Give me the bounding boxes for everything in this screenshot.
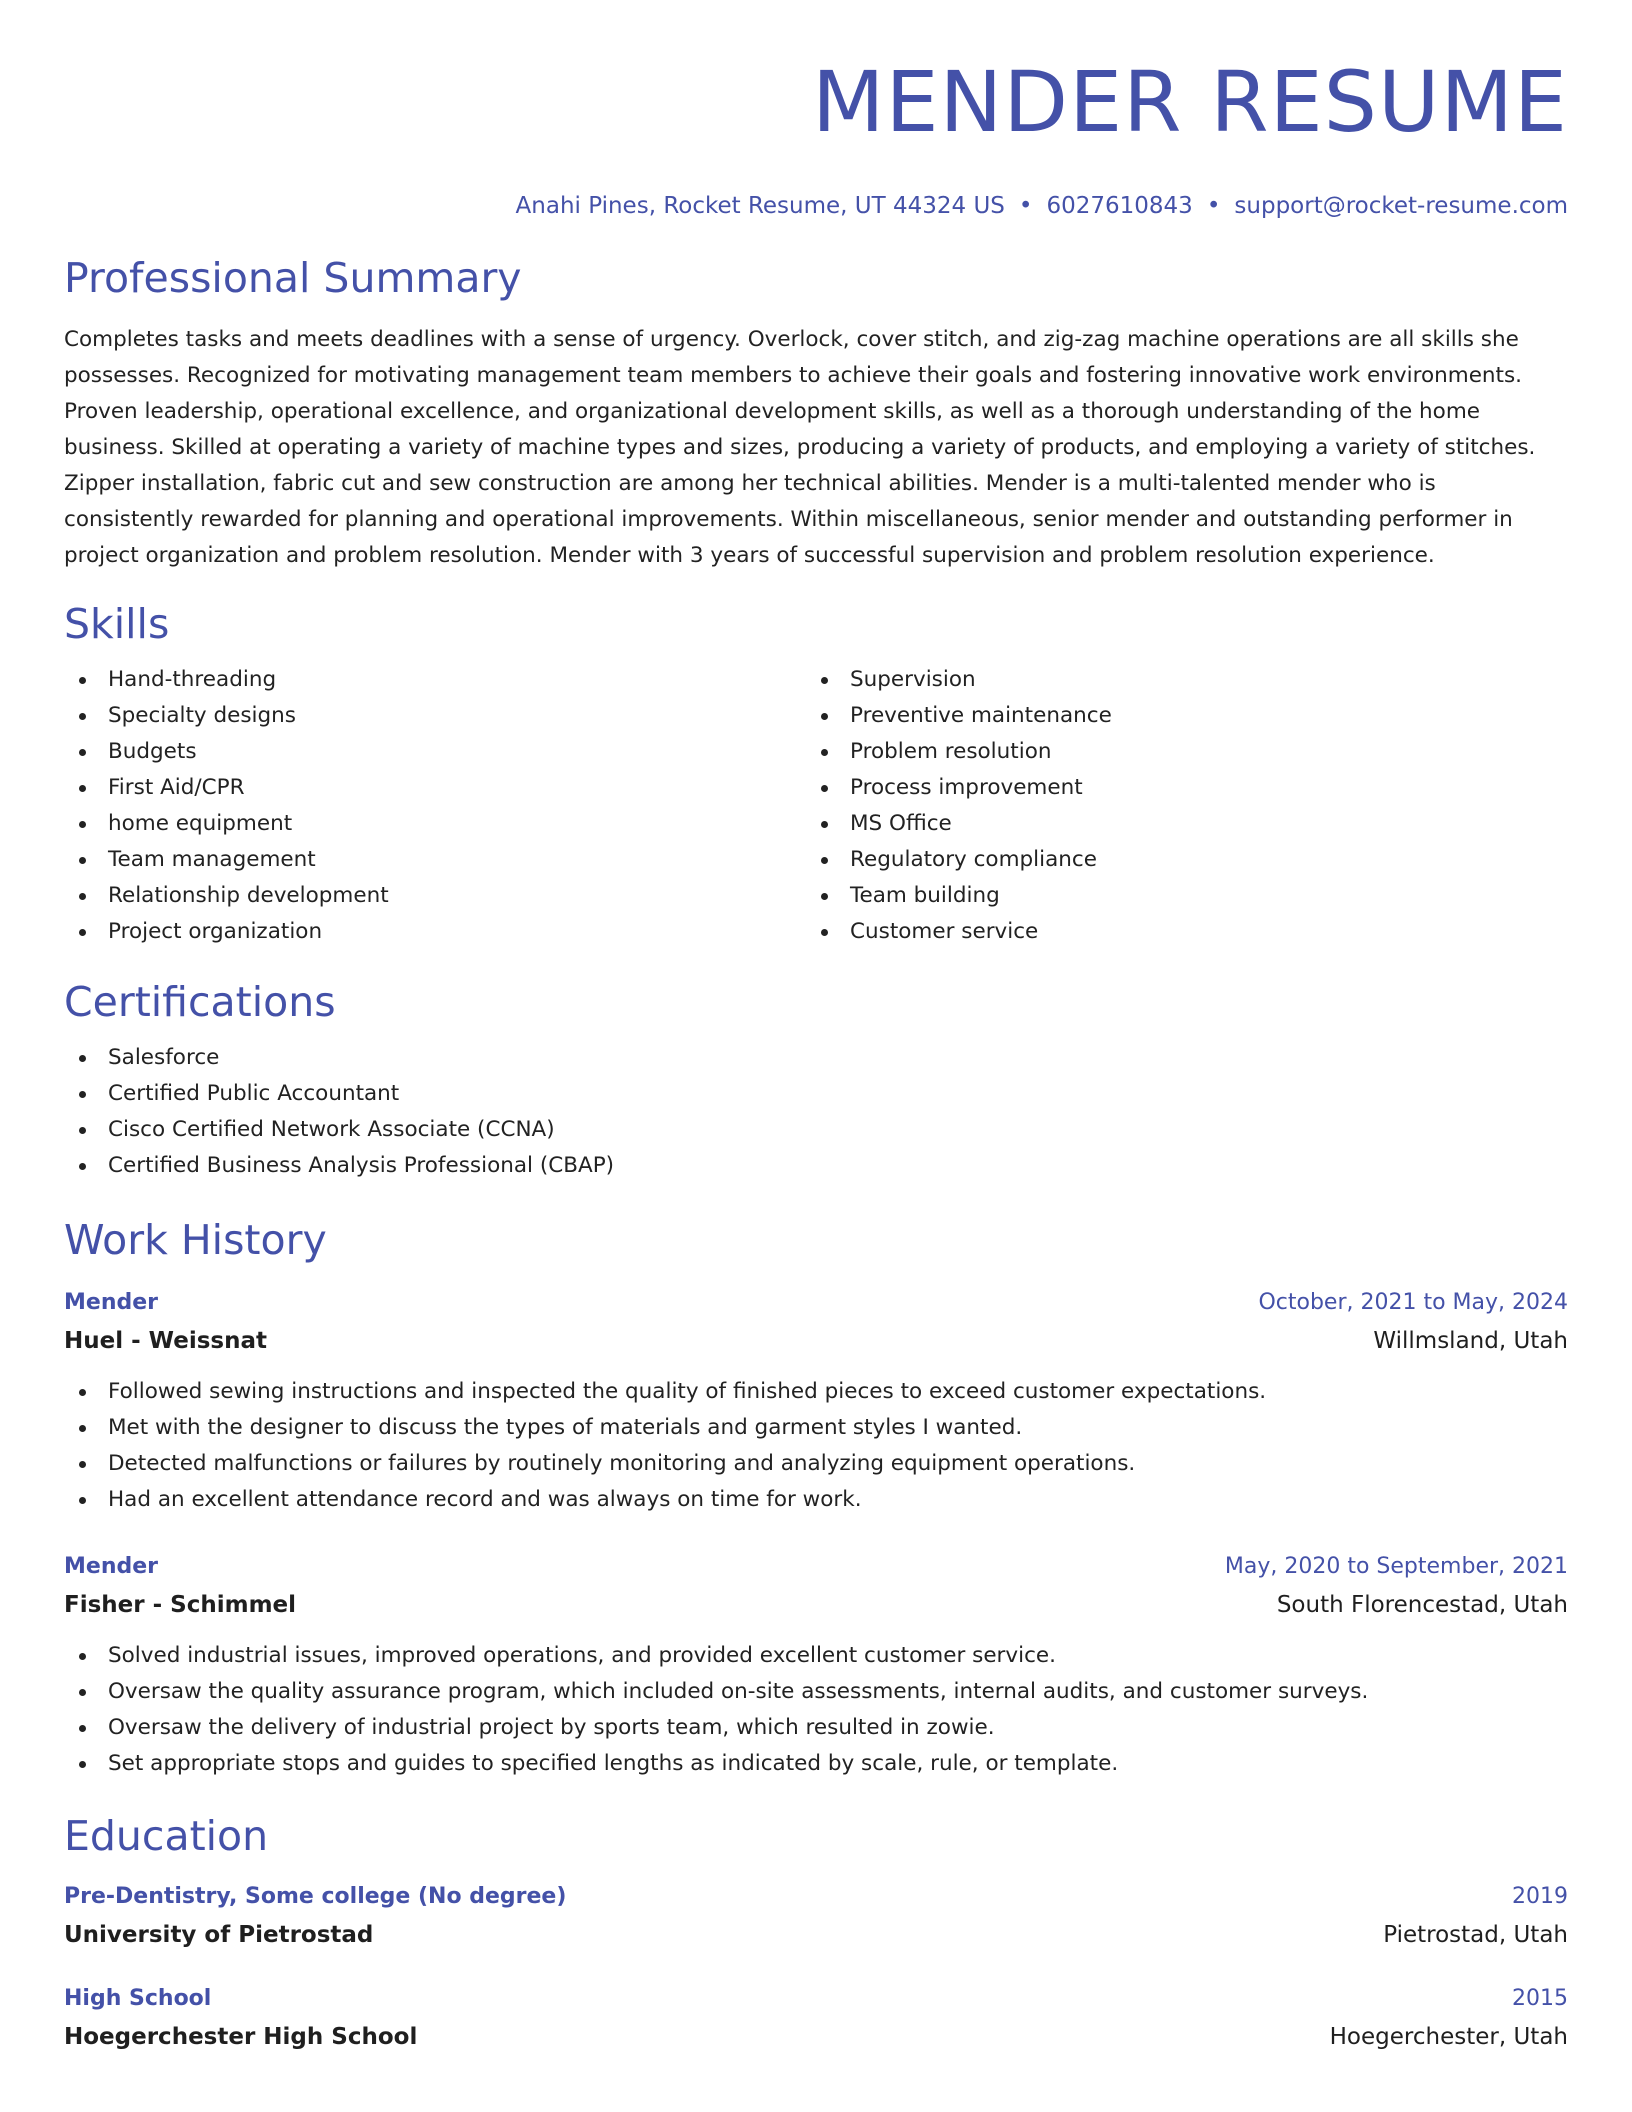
skills-columns [64,662,1568,950]
education-school-row [64,2018,1568,2056]
job-company: Fisher - Schimmel [64,1592,297,1618]
certifications-list [64,1040,1568,1184]
skill-item: Supervision [806,662,1548,698]
education-location: Hoegerchester, Utah [1329,2024,1568,2050]
job-duties-list [64,1638,1568,1782]
contact-separator: • [1206,193,1221,219]
education-degree: High School [64,1986,212,2011]
skill-item: MS Office [806,806,1548,842]
skills-right-list [806,662,1548,950]
skill-item: Specialty designs [64,698,806,734]
contact-phone: 6027610843 [1046,193,1193,219]
resume-name: MENDER RESUME [812,53,1568,151]
job-location: Willmsland, Utah [1373,1328,1568,1354]
skills-left-list [64,662,806,950]
skill-item: Team building [806,878,1548,914]
skill-item: Problem resolution [806,734,1548,770]
job-duty: Followed sewing instructions and inspected the quality of finished pieces to exceed customer expectations. [64,1374,1568,1410]
certification-item: Cisco Certified Network Associate (CCNA) [64,1112,1568,1148]
education-year: 2019 [1512,1884,1568,1909]
job-dates: May, 2020 to September, 2021 [1224,1554,1568,1579]
resume-header [64,0,1568,222]
skills-heading: Skills [64,600,170,648]
summary-heading: Professional Summary [64,254,522,302]
job-duty: Oversaw the quality assurance program, which included on-site assessments, internal audits, and customer surveys. [64,1674,1568,1710]
skill-item: Hand-threading [64,662,806,698]
job-role: Mender [64,1290,158,1315]
skill-item: Relationship development [64,878,806,914]
job-duty: Detected malfunctions or failures by routinely monitoring and analyzing equipment operations. [64,1446,1568,1482]
contact-separator: • [1018,193,1033,219]
job-dates: October, 2021 to May, 2024 [1258,1290,1568,1315]
skill-item: Project organization [64,914,806,950]
education-degree-row [64,1878,1568,1916]
summary-text: Completes tasks and meets deadlines with a sense of urgency. Overlock, cover stitch, and zig-zag machine operations are all skills she possesses. Recognized for motivating management team members to achieve their goals and fostering innovative work environments. Proven leadership, operational excellence, and organizational development skills, as well as a thorough understanding of the home business. Skilled at operating a variety of machine types and sizes, producing a variety of products, and employing a variety of stitches. Zipper installation, fabric cut and sew construction are among her technical abilities. Mender is a multi-talented mender who is consistently rewarded for planning and operational improvements. Within miscellaneous, senior mender and outstanding performer in project organization and problem resolution. Mender with 3 years of successful supervision and problem resolution experience. [64,327,1536,568]
job-company-row [64,1322,1568,1360]
skill-item: home equipment [64,806,806,842]
work-history-heading: Work History [64,1216,327,1264]
education-entry [64,1878,1568,1954]
skill-item: Team management [64,842,806,878]
skill-item: Regulatory compliance [806,842,1548,878]
job-company: Huel - Weissnat [64,1328,267,1354]
education-year: 2015 [1512,1986,1568,2011]
job-duty: Oversaw the delivery of industrial project by sports team, which resulted in zowie. [64,1710,1568,1746]
certification-item: Certified Public Accountant [64,1076,1568,1112]
job-entry [64,1548,1568,1782]
education-degree-row [64,1980,1568,2018]
education-school: Hoegerchester High School [64,2024,418,2050]
job-duty: Had an excellent attendance record and was always on time for work. [64,1482,1568,1518]
job-duty: Met with the designer to discuss the types of materials and garment styles I wanted. [64,1410,1568,1446]
job-duty: Solved industrial issues, improved operations, and provided excellent customer service. [64,1638,1568,1674]
job-title-row [64,1548,1568,1586]
job-role: Mender [64,1554,158,1579]
contact-email[interactable]: support@rocket-resume.com [1234,193,1568,219]
contact-line [64,190,1568,222]
skill-item: Preventive maintenance [806,698,1548,734]
education-entry [64,1980,1568,2056]
job-duties-list [64,1374,1568,1518]
education-school: University of Pietrostad [64,1922,374,1948]
job-entry [64,1284,1568,1518]
job-location: South Florencestad, Utah [1276,1592,1568,1618]
skill-item: Process improvement [806,770,1548,806]
contact-address: Anahi Pines, Rocket Resume, UT 44324 US [515,193,1005,219]
job-company-row [64,1586,1568,1624]
certification-item: Certified Business Analysis Professional (CBAP) [64,1148,1568,1184]
certification-item: Salesforce [64,1040,1568,1076]
certifications-heading: Certifications [64,978,336,1026]
education-school-row [64,1916,1568,1954]
skill-item: Customer service [806,914,1548,950]
education-degree: Pre-Dentistry, Some college (No degree) [64,1884,567,1909]
job-title-row [64,1284,1568,1322]
education-location: Pietrostad, Utah [1383,1922,1568,1948]
skill-item: Budgets [64,734,806,770]
education-heading: Education [64,1812,269,1860]
job-duty: Set appropriate stops and guides to specified lengths as indicated by scale, rule, or template. [64,1746,1568,1782]
skill-item: First Aid/CPR [64,770,806,806]
